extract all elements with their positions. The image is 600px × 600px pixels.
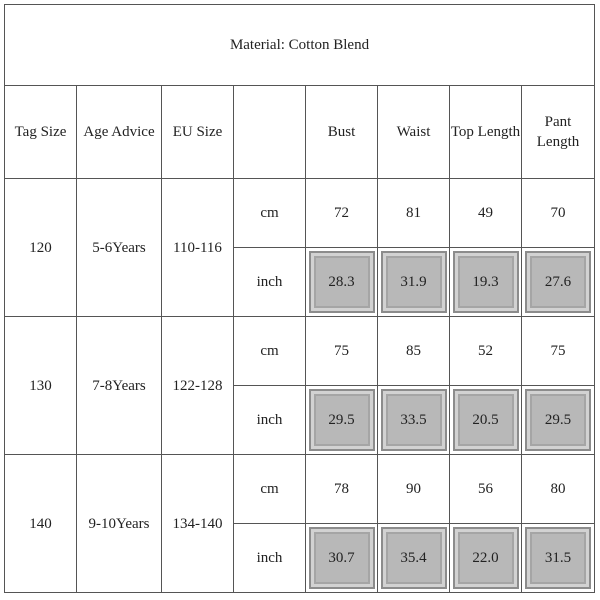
table-row: [5, 317, 595, 386]
header-eu-size: EU Size: [162, 86, 234, 179]
waist-inch-value: 35.4: [381, 527, 447, 589]
bust-cell: 72: [306, 179, 378, 248]
unit-cell: inch: [234, 386, 306, 455]
bust-inch-value: 29.5: [309, 389, 375, 451]
unit-cell: cm: [234, 317, 306, 386]
age-advice-cell: 9-10Years: [77, 455, 162, 593]
waist-inch-value: 33.5: [381, 389, 447, 451]
top-length-cell: 56: [450, 455, 522, 524]
top-length-inch-value: 22.0: [453, 527, 519, 589]
top-length-cell: 49: [450, 179, 522, 248]
header-row: [5, 86, 595, 179]
age-advice-cell: 7-8Years: [77, 317, 162, 455]
pant-length-cell: 70: [522, 179, 595, 248]
eu-size-cell: 122-128: [162, 317, 234, 455]
age-advice-cell: 5-6Years: [77, 179, 162, 317]
table-row: [5, 179, 595, 248]
eu-size-cell: 134-140: [162, 455, 234, 593]
top-length-inch-cell: [450, 524, 522, 593]
material-title: Material: Cotton Blend: [5, 5, 595, 86]
tag-size-cell: 140: [5, 455, 77, 593]
eu-size-cell: 110-116: [162, 179, 234, 317]
top-length-inch-cell: [450, 248, 522, 317]
bust-cell: 75: [306, 317, 378, 386]
header-age-advice: Age Advice: [77, 86, 162, 179]
pant-length-inch-cell: [522, 248, 595, 317]
pant-length-inch-cell: [522, 524, 595, 593]
waist-inch-cell: [378, 524, 450, 593]
top-length-inch-value: 19.3: [453, 251, 519, 313]
unit-cell: cm: [234, 455, 306, 524]
top-length-inch-cell: [450, 386, 522, 455]
waist-cell: 85: [378, 317, 450, 386]
bust-inch-value: 30.7: [309, 527, 375, 589]
bust-cell: 78: [306, 455, 378, 524]
tag-size-cell: 130: [5, 317, 77, 455]
waist-inch-cell: [378, 248, 450, 317]
waist-inch-value: 31.9: [381, 251, 447, 313]
pant-length-inch-cell: [522, 386, 595, 455]
top-length-inch-value: 20.5: [453, 389, 519, 451]
unit-cell: cm: [234, 179, 306, 248]
pant-length-inch-value: 31.5: [525, 527, 591, 589]
pant-length-cell: 75: [522, 317, 595, 386]
size-chart: [4, 4, 594, 594]
bust-inch-cell: [306, 248, 378, 317]
pant-length-inch-value: 27.6: [525, 251, 591, 313]
table-row: [5, 455, 595, 524]
waist-cell: 90: [378, 455, 450, 524]
waist-inch-cell: [378, 386, 450, 455]
size-table: [4, 4, 595, 593]
bust-inch-cell: [306, 524, 378, 593]
bust-inch-value: 28.3: [309, 251, 375, 313]
header-waist: Waist: [378, 86, 450, 179]
header-pant-length: Pant Length: [522, 86, 595, 179]
header-bust: Bust: [306, 86, 378, 179]
pant-length-cell: 80: [522, 455, 595, 524]
header-tag-size: Tag Size: [5, 86, 77, 179]
pant-length-inch-value: 29.5: [525, 389, 591, 451]
unit-cell: inch: [234, 524, 306, 593]
tag-size-cell: 120: [5, 179, 77, 317]
bust-inch-cell: [306, 386, 378, 455]
unit-cell: inch: [234, 248, 306, 317]
header-unit: [234, 86, 306, 179]
waist-cell: 81: [378, 179, 450, 248]
top-length-cell: 52: [450, 317, 522, 386]
header-top-length: Top Length: [450, 86, 522, 179]
